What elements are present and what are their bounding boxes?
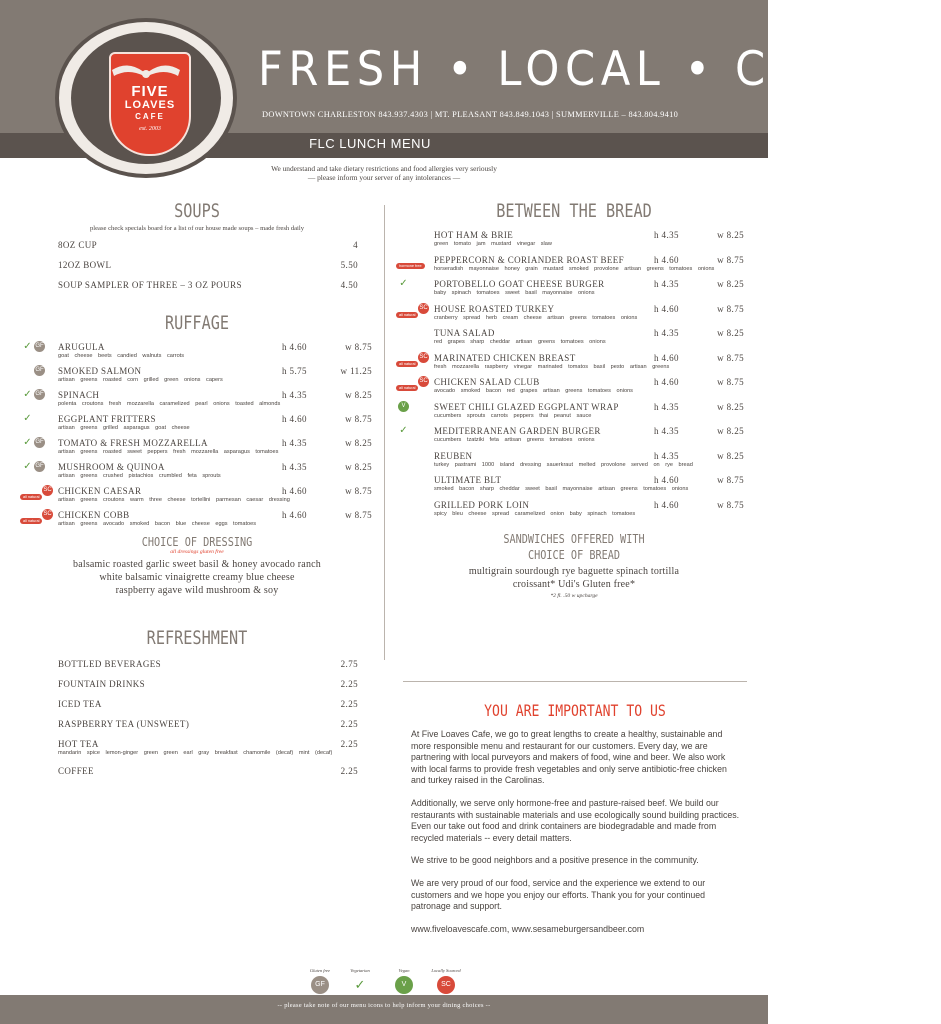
half-price: h 4.35 xyxy=(654,401,679,412)
menu-item xyxy=(35,366,372,383)
menu-item xyxy=(434,500,744,517)
half-price: h 4.60 xyxy=(282,510,307,520)
badge: all natural xyxy=(20,518,42,524)
item-name: ULTIMATE BLT xyxy=(434,475,502,485)
item-icons xyxy=(398,254,432,266)
list-item xyxy=(58,699,358,709)
dressing-note: all dressings gluten free xyxy=(170,549,224,555)
item-name: ICED TEA xyxy=(58,699,102,709)
vegetarian-icon: ✓ xyxy=(351,976,369,994)
badge: hormone free xyxy=(396,263,425,269)
item-description: horseradish mayonnaise honey grain mustard smoked provolone artisan greens tomatoes onions xyxy=(434,265,715,272)
menu-item xyxy=(23,486,372,503)
item-icons xyxy=(398,303,432,315)
vegetarian-icon: ✓ xyxy=(23,341,32,352)
list-item xyxy=(58,719,358,729)
item-description: smoked bacon sharp cheddar sweet basil mayonnaise artisan greens tomatoes onions xyxy=(434,486,689,492)
item-price: 2.25 xyxy=(340,719,358,729)
item-icons xyxy=(22,437,56,449)
item-description: goat cheese beets candied walnuts carrots xyxy=(58,353,185,359)
menu-item xyxy=(399,303,744,321)
footer-text: -- please take note of our menu icons to help inform your dining choices -- xyxy=(277,1002,491,1009)
ruffage-list xyxy=(22,342,372,527)
whole-price: w 8.75 xyxy=(717,303,744,314)
list-item: SOUP SAMPLER OF THREE – 3 OZ POURS 4.50 xyxy=(58,280,358,290)
half-price: h 5.75 xyxy=(282,366,307,376)
menu-item xyxy=(399,352,744,370)
bread-choice-section xyxy=(398,531,750,599)
whole-price: w 8.25 xyxy=(345,438,372,448)
vegetarian-icon: ✓ xyxy=(399,425,408,436)
item-description: cranberry spread herb cream cheese artisan greens tomatoes onions xyxy=(434,314,638,321)
locally-sourced-icon: SC xyxy=(418,303,429,314)
whole-price: w 8.25 xyxy=(717,401,744,412)
item-name: COFFEE xyxy=(58,766,94,776)
menu-item xyxy=(401,401,744,419)
item-name: PORTOBELLO GOAT CHEESE BURGER xyxy=(434,279,605,289)
locally-sourced-icon: SC xyxy=(418,352,429,363)
item-name: SMOKED SALMON xyxy=(58,366,142,376)
item-description: mandarin spice lemon-ginger green green earl gray breakfast chamomile (decaf) mint (decaf) xyxy=(58,750,333,756)
item-icons xyxy=(398,425,432,437)
locations: DOWNTOWN CHARLESTON 843.937.4303 | MT. PLEASANT 843.849.1043 | SUMMERVILLE – 843.804.9410 xyxy=(262,110,679,119)
half-price: h 4.35 xyxy=(654,279,679,289)
item-description: cucumbers sprouts carrots peppers thai peanut sauce xyxy=(434,412,592,419)
half-price: h 4.60 xyxy=(654,499,679,510)
menu-item xyxy=(23,389,372,407)
whole-price: w 8.25 xyxy=(345,390,372,400)
menu-title: FLC LUNCH MENU xyxy=(309,136,431,151)
tagline: FRESH • LOCAL • CASUAL xyxy=(258,42,941,97)
item-icons xyxy=(22,461,56,473)
refreshment-title: REFRESHMENT xyxy=(146,627,248,649)
icon-legend xyxy=(290,968,470,998)
list-item xyxy=(58,766,358,776)
item-name: PEPPERCORN & CORIANDER ROAST BEEF xyxy=(434,254,625,265)
half-price: h 4.60 xyxy=(654,377,679,387)
badge: all natural xyxy=(20,494,42,500)
dressing-title: CHOICE OF DRESSING xyxy=(141,535,253,549)
gluten-free-icon: GF xyxy=(34,461,45,472)
item-icons xyxy=(398,352,432,364)
item-name: MEDITERRANEAN GARDEN BURGER xyxy=(434,426,601,436)
whole-price: w 8.75 xyxy=(717,475,744,485)
item-name: MARINATED CHICKEN BREAST xyxy=(434,352,576,363)
item-icons xyxy=(398,327,432,339)
vegan-icon: V xyxy=(398,401,409,412)
whole-price: w 11.25 xyxy=(340,366,372,376)
item-name: CHICKEN CAESAR xyxy=(58,486,142,496)
item-icons xyxy=(398,499,432,511)
whole-price: w 8.25 xyxy=(345,462,372,472)
item-price: 2.25 xyxy=(340,699,358,709)
dressing-options: white balsamic vinaigrette creamy blue cheese xyxy=(99,572,295,583)
locally-sourced-icon: SC xyxy=(418,376,429,387)
menu-item xyxy=(399,425,744,443)
item-icons xyxy=(398,229,432,241)
half-price: h 4.60 xyxy=(654,254,679,265)
menu-item xyxy=(23,413,372,431)
soups-title: SOUPS xyxy=(174,200,220,222)
refreshment-list xyxy=(58,659,358,776)
whole-price: w 8.25 xyxy=(717,279,744,289)
item-description: artisan greens avocado smoked bacon blue cheese eggs tomatoes xyxy=(58,521,257,527)
half-price: h 4.35 xyxy=(654,450,679,461)
item-price: 2.25 xyxy=(340,766,358,776)
locally-sourced-icon: SC xyxy=(42,509,53,520)
gluten-free-icon: GF xyxy=(311,976,329,994)
left-column xyxy=(22,200,372,786)
item-name: CHICKEN SALAD CLUB xyxy=(434,377,540,387)
item-description: avocado smoked bacon red grapes artisan greens tomatoes onions xyxy=(434,388,633,394)
item-name: TOMATO & FRESH MOZZARELLA xyxy=(58,438,208,448)
menu-item xyxy=(399,254,744,272)
wings-icon xyxy=(110,60,182,84)
whole-price: w 8.75 xyxy=(345,414,372,424)
item-name: SPINACH xyxy=(58,390,100,400)
website-links[interactable]: www.fiveloavescafe.com, www.sesameburgersandbeer.com xyxy=(411,923,645,934)
item-description: green tomato jam mustard vinegar slaw xyxy=(434,241,552,247)
menu-item xyxy=(399,377,744,394)
column-divider xyxy=(384,205,385,660)
important-body xyxy=(411,729,741,946)
item-description: artisan greens croutons warm three cheese tortellini parmesan caesar dressing xyxy=(58,497,290,503)
legend-gluten-free: Gluten free GF xyxy=(300,968,340,994)
item-name: HOT TEA xyxy=(58,739,99,749)
soups-note: please check specials board for a list of our house made soups – made fresh daily xyxy=(89,225,305,232)
item-icons xyxy=(398,278,432,290)
logo-badge: FIVE LOAVES CAFE est. 2003 xyxy=(109,52,191,156)
half-price: h 4.60 xyxy=(282,486,307,496)
menu-item xyxy=(434,451,744,468)
legend-vegetarian: Vegetarian ✓ xyxy=(350,968,370,992)
menu-item xyxy=(23,461,372,479)
legend-locally-sourced: Locally Sourced SC xyxy=(426,968,466,994)
section-rule xyxy=(403,681,747,682)
right-column xyxy=(398,200,750,599)
paragraph: At Five Loaves Cafe, we go to great lengths to create a healthy, sustainable and more responsible menu and restaurant for our customers. Every day, we are partnering with local purveyors and makers of food, wine and beer. We also work with local farms to provide fresh vegetables and only serve antibiotic-free chicken and turkey raised in the Carolinas. xyxy=(411,729,727,786)
allergy-notice: We understand and take dietary restrictions and food allergies very seriously — please inform your server of any intolerances — xyxy=(271,164,497,182)
half-price: h 4.60 xyxy=(654,303,679,314)
important-title: YOU ARE IMPORTANT TO US xyxy=(484,701,666,720)
ruffage-title: RUFFAGE xyxy=(164,312,230,334)
item-description: baby spinach tomatoes sweet basil mayonnaise onions xyxy=(434,290,595,296)
menu-item xyxy=(434,230,744,247)
locally-sourced-icon: SC xyxy=(42,485,53,496)
vegan-icon: V xyxy=(395,976,413,994)
gluten-free-icon: GF xyxy=(34,365,45,376)
item-description: fresh mozzarella raspberry vinegar marinated tomatos basil pesto artisan greens xyxy=(434,363,670,370)
item-name: TUNA SALAD xyxy=(434,328,495,338)
whole-price: w 8.25 xyxy=(717,426,744,436)
item-description: artisan greens crushed pistachios crumbled feta sprouts xyxy=(58,473,221,479)
vegetarian-icon: ✓ xyxy=(23,437,32,448)
gluten-free-icon: GF xyxy=(34,389,45,400)
item-name: HOUSE ROASTED TURKEY xyxy=(434,303,555,314)
whole-price: w 8.25 xyxy=(717,328,744,338)
vegetarian-icon: ✓ xyxy=(399,278,408,289)
menu-item xyxy=(434,475,744,492)
soups-list xyxy=(58,240,358,290)
footer-band xyxy=(0,995,768,1024)
item-icons xyxy=(398,450,432,462)
list-item xyxy=(58,679,358,689)
paragraph: We are very proud of our food, service and the experience we extend to our customers and we hope you enjoy our efforts. Thank you for your continued patronage and support. xyxy=(411,877,706,912)
item-name: CHICKEN COBB xyxy=(58,510,130,520)
whole-price: w 8.25 xyxy=(717,450,744,461)
whole-price: w 8.75 xyxy=(717,499,744,510)
badge: all natural xyxy=(396,312,418,318)
item-name: ARUGULA xyxy=(58,342,105,352)
item-description: cucumbers tzatziki feta artisan greens tomatoes onions xyxy=(434,437,595,443)
paragraph: Additionally, we serve only hormone-free and pasture-raised beef. We build our restaurants with sustainable materials and use ecologically sound building practices. Even our take out food and drink containers are biodegradable and made from recycled materials -- every detail matters. xyxy=(411,797,740,843)
item-icons xyxy=(22,365,56,377)
half-price: h 4.35 xyxy=(654,230,679,240)
item-name: MUSHROOM & QUINOA xyxy=(58,462,165,472)
whole-price: w 8.25 xyxy=(717,230,744,240)
item-description: red grapes sharp cheddar artisan greens tomatoes onions xyxy=(434,339,606,345)
whole-price: w 8.75 xyxy=(717,352,744,363)
menu-item xyxy=(23,437,372,455)
dressing-options: balsamic roasted garlic sweet basil & honey avocado ranch xyxy=(73,559,321,570)
menu-item xyxy=(23,341,372,359)
vegetarian-icon: ✓ xyxy=(23,461,32,472)
vegetarian-icon: ✓ xyxy=(23,389,32,400)
item-icons xyxy=(398,474,432,486)
item-icons xyxy=(22,509,56,521)
item-description: artisan greens roasted corn grilled green onions capers xyxy=(58,377,223,383)
badge: all natural xyxy=(396,361,418,367)
half-price: h 4.60 xyxy=(654,352,679,363)
half-price: h 4.60 xyxy=(654,475,679,485)
half-price: h 4.35 xyxy=(282,390,307,400)
item-name: HOT HAM & BRIE xyxy=(434,230,514,240)
menu-item xyxy=(399,278,744,296)
whole-price: w 8.75 xyxy=(345,486,372,496)
item-description: artisan greens roasted sweet peppers fresh mozzarella asparagus tomatoes xyxy=(58,449,279,455)
item-icons xyxy=(22,389,56,401)
half-price: h 4.60 xyxy=(282,414,307,424)
whole-price: w 8.75 xyxy=(717,254,744,265)
item-name: BOTTLED BEVERAGES xyxy=(58,659,162,669)
bread-title: BETWEEN THE BREAD xyxy=(496,200,652,222)
item-name: RASPBERRY TEA (UNSWEET) xyxy=(58,719,190,729)
item-description: artisan greens grilled asparagus goat cheese xyxy=(58,425,190,431)
badge: all natural xyxy=(396,385,418,391)
vegetarian-icon: ✓ xyxy=(23,413,32,424)
gluten-free-icon: GF xyxy=(34,341,45,352)
half-price: h 4.35 xyxy=(654,328,679,338)
item-name: FOUNTAIN DRINKS xyxy=(58,679,146,689)
half-price: h 4.35 xyxy=(654,426,679,436)
item-name: GRILLED PORK LOIN xyxy=(434,499,530,510)
item-name: EGGPLANT FRITTERS xyxy=(58,414,156,424)
bread-options: croissant* Udi's Gluten free* xyxy=(512,578,636,590)
item-description: polenta croutons fresh mozzarella caramelized pearl onions toasted almonds xyxy=(58,401,281,407)
item-price: 2.25 xyxy=(340,679,358,689)
item-icons xyxy=(398,376,432,388)
paragraph: We strive to be good neighbors and a positive presence in the community. xyxy=(411,855,699,866)
item-price: 2.75 xyxy=(340,659,358,669)
gluten-free-icon: GF xyxy=(34,437,45,448)
list-item: 8OZ CUP 4 xyxy=(58,240,358,250)
item-description: spicy bleu cheese spread caramelized onion baby spinach tomatoes xyxy=(434,510,636,517)
item-icons xyxy=(22,413,56,425)
item-price: 2.25 xyxy=(340,739,358,749)
item-icons xyxy=(22,341,56,353)
half-price: h 4.35 xyxy=(282,438,307,448)
menu-item xyxy=(23,510,372,527)
list-item xyxy=(58,739,358,756)
half-price: h 4.60 xyxy=(282,342,307,352)
locally-sourced-icon: SC xyxy=(437,976,455,994)
logo xyxy=(55,18,237,178)
dressing-section xyxy=(22,535,372,597)
whole-price: w 8.75 xyxy=(345,342,372,352)
bread-note: *2 fl. .50 w upcharge xyxy=(550,592,598,599)
dressing-options: raspberry agave wild mushroom & soy xyxy=(115,585,279,596)
bread-options: multigrain sourdough rye baguette spinach tortilla xyxy=(468,565,680,577)
item-name: SWEET CHILI GLAZED EGGPLANT WRAP xyxy=(434,401,619,412)
bread-list xyxy=(398,230,744,517)
whole-price: w 8.75 xyxy=(345,510,372,520)
item-icons xyxy=(398,401,432,413)
item-name: REUBEN xyxy=(434,450,473,461)
item-icons xyxy=(22,485,56,497)
half-price: h 4.35 xyxy=(282,462,307,472)
list-item xyxy=(58,659,358,669)
item-description: turkey pastrami 1000 island dressing sauerkraut melted provolone served on rye bread xyxy=(434,461,693,468)
bread-choice-title: CHOICE OF BREAD xyxy=(527,547,621,562)
whole-price: w 8.75 xyxy=(717,377,744,387)
legend-vegan: Vegan V xyxy=(384,968,424,994)
bread-choice-title: SANDWICHES OFFERED WITH xyxy=(503,531,645,546)
list-item: 12OZ BOWL 5.50 xyxy=(58,260,358,270)
menu-item xyxy=(434,328,744,345)
